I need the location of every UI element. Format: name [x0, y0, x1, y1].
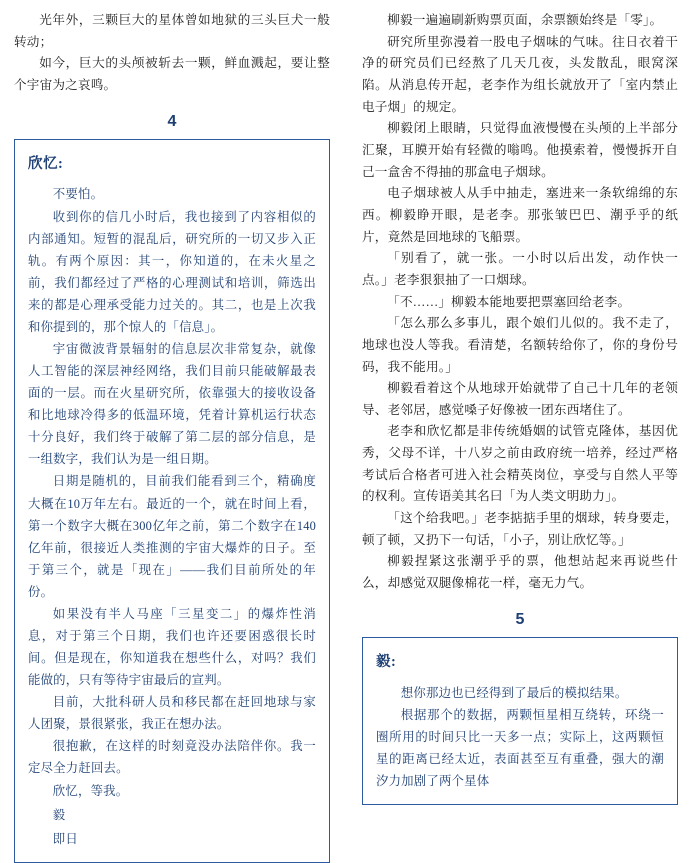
right-column	[346, 10, 678, 788]
letter-paragraph: 收到你的信几小时后，我也接到了内容相似的内部通知。短暂的混乱后，研究所的一切又步入正轨。有两个原因：其一，你知道的，在未火星之前，我们都经过了严格的心理测试和培训，筛选出来的都是心理承受能力过关的。其二，也是上次我和你提到的，那个惊人的「信息」。	[28, 209, 316, 334]
paragraph: 「不……」柳毅本能地要把票塞回给老李。	[387, 294, 631, 309]
letter-paragraph: 日期是随机的，目前我们能看到三个，精确度大概在10万年左右。最近的一个，就在时间上看，第一个数字大概在300亿年之前，第二个数字在140亿年前，很接近人类推测的宇宙大爆炸的日子。至于第三个，就是「现在」——我们目前所处的年份。	[28, 474, 316, 599]
paragraph: 柳毅看着这个从地球开始就带了自己十几年的老领导、老邻居，感觉嗓子好像被一团东西堵住了。	[362, 381, 678, 417]
paragraph: 电子烟球被人从手中抽走，塞进来一条软绵绵的东西。柳毅睁开眼，是老李。那张皱巴巴、潮乎乎的纸片，竟然是回地球的飞船票。	[362, 186, 678, 244]
letter-paragraph: 目前，大批科研人员和移民都在赶回地球与家人团聚，景很紧张，我正在想办法。	[28, 695, 316, 732]
letter-salutation: 欣忆:	[28, 155, 64, 172]
paragraph: 光年外，三颗巨大的星体曾如地狱的三头巨犬一般转动；	[14, 13, 330, 49]
paragraph: 柳毅闭上眼睛，只觉得血液慢慢在头颅的上半部分汇聚，耳膜开始有轻微的嗡鸣。他摸索着，慢慢拆开自己一盒舍不得抽的那盒电子烟球。	[362, 121, 678, 179]
letter-paragraph: 想你那边也已经得到了最后的模拟结果。	[400, 685, 628, 700]
letter-paragraph: 如果没有半人马座「三星变二」的爆炸性消息，对于第三个日期，我们也许还要困惑很长时间。但是现在，你知道我在想些什么，对吗？我们能做的，只有等待宇宙最后的宣判。	[28, 606, 316, 688]
left-column	[14, 10, 346, 846]
letter-block-欣忆	[14, 139, 330, 863]
letter-paragraph: 根据那个的数据，两颗恒星相互绕转，环绕一圈所用的时间只比一天多一点；实际上，这两颗恒星的距离已经太近，表面甚至互有重叠，强大的潮汐力加剧了两个星体	[376, 707, 664, 788]
paragraph: 柳毅一遍遍刷新购票页面，余票额始终是「零」。	[387, 13, 663, 27]
letter-paragraph: 不要怕。	[52, 187, 104, 202]
paragraph: 老李和欣忆都是非传统婚姻的试管克隆体，基因优秀，父母不详，十八岁之前由政府统一培养，经过严格考试后合格者可进入社会精英岗位，享受与自然人平等的权利。宣传语美其名曰「为人类文明助力」。	[362, 424, 678, 504]
letter-block-毅	[362, 637, 678, 805]
letter-date: 即日	[52, 831, 78, 846]
paragraph: 「别看了，就一张。一小时以后出发，动作快一点。」老李狠狠抽了一口烟球。	[362, 251, 678, 287]
paragraph: 「怎么那么多事儿，跟个娘们儿似的。我不走了，地球也没人等我。看清楚，名额转给你了，你的身份号码，我不能用。」	[362, 316, 678, 374]
paragraph: 研究所里弥漫着一股电子烟味的气味。往日衣着干净的研究员们已经熬了几天几夜，头发散乱，眼窝深陷。从消息传开起，老李作为组长就放开了「室内禁止电子烟」的规定。	[362, 34, 678, 114]
letter-signature: 毅	[52, 807, 66, 822]
paragraph: 如今，巨大的头颅被斩去一颗，鲜血溅起，要让整个宇宙为之哀鸣。	[14, 56, 330, 92]
letter-paragraph: 欣忆，等我。	[52, 783, 129, 798]
chapter-number: 4	[167, 112, 177, 130]
letter-paragraph: 很抱歉，在这样的时刻竟没办法陪伴你。我一定尽全力赶回去。	[28, 739, 316, 776]
letter-paragraph: 宇宙微波背景辐射的信息层次非常复杂，就像人工智能的深层神经网络，我们目前只能破解最表面的一层。而在火星研究所，依靠强大的接收设备和比地球冷得多的低温环境，凭着计算机运行状态十分良好，我们终于破解了第二层的部分信息，是一组数字，我们认为是一组日期。	[28, 341, 316, 467]
paragraph: 柳毅捏紧这张潮乎乎的票，他想站起来再说些什么，却感觉双腿像棉花一样，毫无力气。	[362, 554, 678, 591]
letter-salutation: 毅:	[376, 653, 397, 670]
paragraph: 「这个给我吧。」老李掂掂手里的烟球，转身要走，顿了顿，又扔下一句话，「小子，别让欣忆等。」	[362, 511, 678, 547]
chapter-number: 5	[515, 610, 525, 628]
